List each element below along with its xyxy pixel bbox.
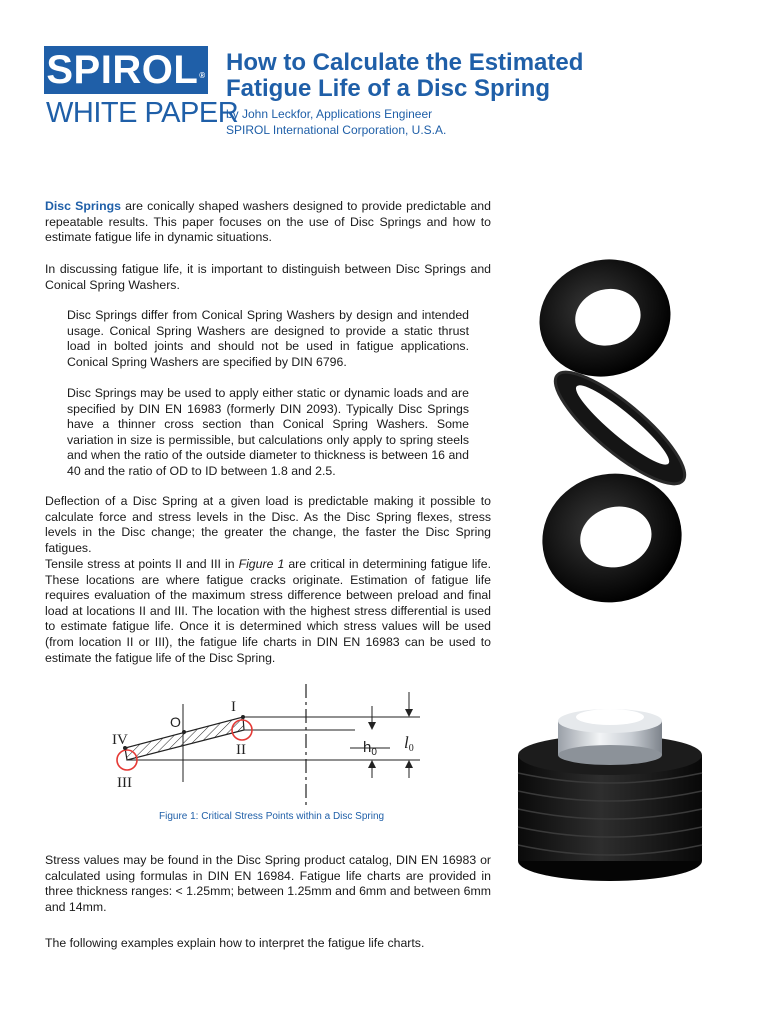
paragraph-tensile-stress [45,557,491,666]
title-line-2: Fatigue Life of a Disc Spring [226,75,551,102]
figure-caption: Figure 1: Critical Stress Points within a Disc Spring [159,811,385,822]
disc-spring-cross-section-diagram [100,682,430,810]
cross-section-hatched [125,717,244,760]
title-line-1: How to Calculate the Estimated [226,49,584,76]
paragraph-deflection: Deflection of a Disc Spring at a given load is predictable making it possible to calculate force and stress levels in the Disc. As the Disc Spring flexes, stress levels in the Disc change; the greater the change, the faster the Disc Spring fatigues. [45,494,491,555]
author: by John Leckfor, Applications Engineer [226,107,433,121]
label-iv: IV [112,732,128,748]
l0-arrowhead-bottom [405,760,413,768]
figure-reference: Figure 1 [238,557,285,571]
point-i [241,715,245,719]
byline [226,106,446,138]
tensile-text-b: are critical in determining fatigue life. These locations are where fatigue cracks originate. Estimation of fatigue life requires evaluation of the maximum stress difference between preload and final load at locations II and III. The location with the highest stress differential is used to estimate fatigue life. Once it is determined which stress values will be used (from location II or III), the fatigue life charts in DIN EN 16983 can be used to estimate the fatigue life of the Disc Spring. [45,557,491,665]
label-i: I [231,699,236,715]
tensile-text-a: Tensile stress at points II and III in [45,557,239,571]
label-l0: l0 [404,733,414,754]
disc-spring-photo-stack [520,238,700,618]
paragraph-intro [45,199,491,246]
white-paper-label: WHITE PAPER [46,97,239,129]
label-h0: $h_0$ [363,739,377,758]
company: SPIROL International Corporation, U.S.A. [226,123,447,137]
label-ii: II [236,742,246,758]
logo-text: SPIROL [46,48,199,92]
point-o [182,730,186,734]
intro-text: are conically shaped washers designed to provide predictable and repeatable results. This paper focuses on the use of Disc Springs and how to estimate fatigue life in dynamic situations. [45,199,491,245]
h0-arrowhead-bottom [368,760,376,768]
registered-mark: ® [199,71,206,80]
l0-arrowhead-top [405,709,413,717]
paragraph-examples: The following examples explain how to interpret the fatigue life charts. [45,936,425,950]
page-title [226,50,666,102]
disc-springs-highlight: Disc Springs [45,199,121,213]
paragraph-disc-springs-spec: Disc Springs may be used to apply either static or dynamic loads and are specified by DIN EN 16983 (formerly DIN 2093). Typically Disc Springs have a thinner cross section than Conical Spring Washers. Some variation in size is permissible, but calculations only apply to spring steels and when the ratio of the outside diameter to thickness is between 16 and 40 and the ratio of OD to ID between 1.8 and 2.5. [67,386,469,478]
h0-arrowhead-top [368,722,376,730]
label-iii: III [117,775,132,791]
paragraph-distinguish: In discussing fatigue life, it is important to distinguish between Disc Springs and Conical Spring Washers. [45,262,491,292]
disc-spring-photo-assembly [510,695,710,885]
paragraph-conical-washers: Disc Springs differ from Conical Spring Washers by design and intended usage. Conical Spring Washers are designed to provide a static thrust load in bolted joints and should not be used in fatigue applications. Conical Spring Washers are specified by DIN 6796. [67,308,469,369]
spirol-logo [44,46,208,94]
paragraph-stress-values: Stress values may be found in the Disc Spring product catalog, DIN EN 16983 or calculated using formulas in DIN EN 16984. Fatigue life charts are provided in three thickness ranges: < 1.25mm; between 1.25mm and 6mm and between 6mm and 14mm. [45,853,491,914]
disc-top [526,245,684,391]
label-o: O [170,714,181,730]
